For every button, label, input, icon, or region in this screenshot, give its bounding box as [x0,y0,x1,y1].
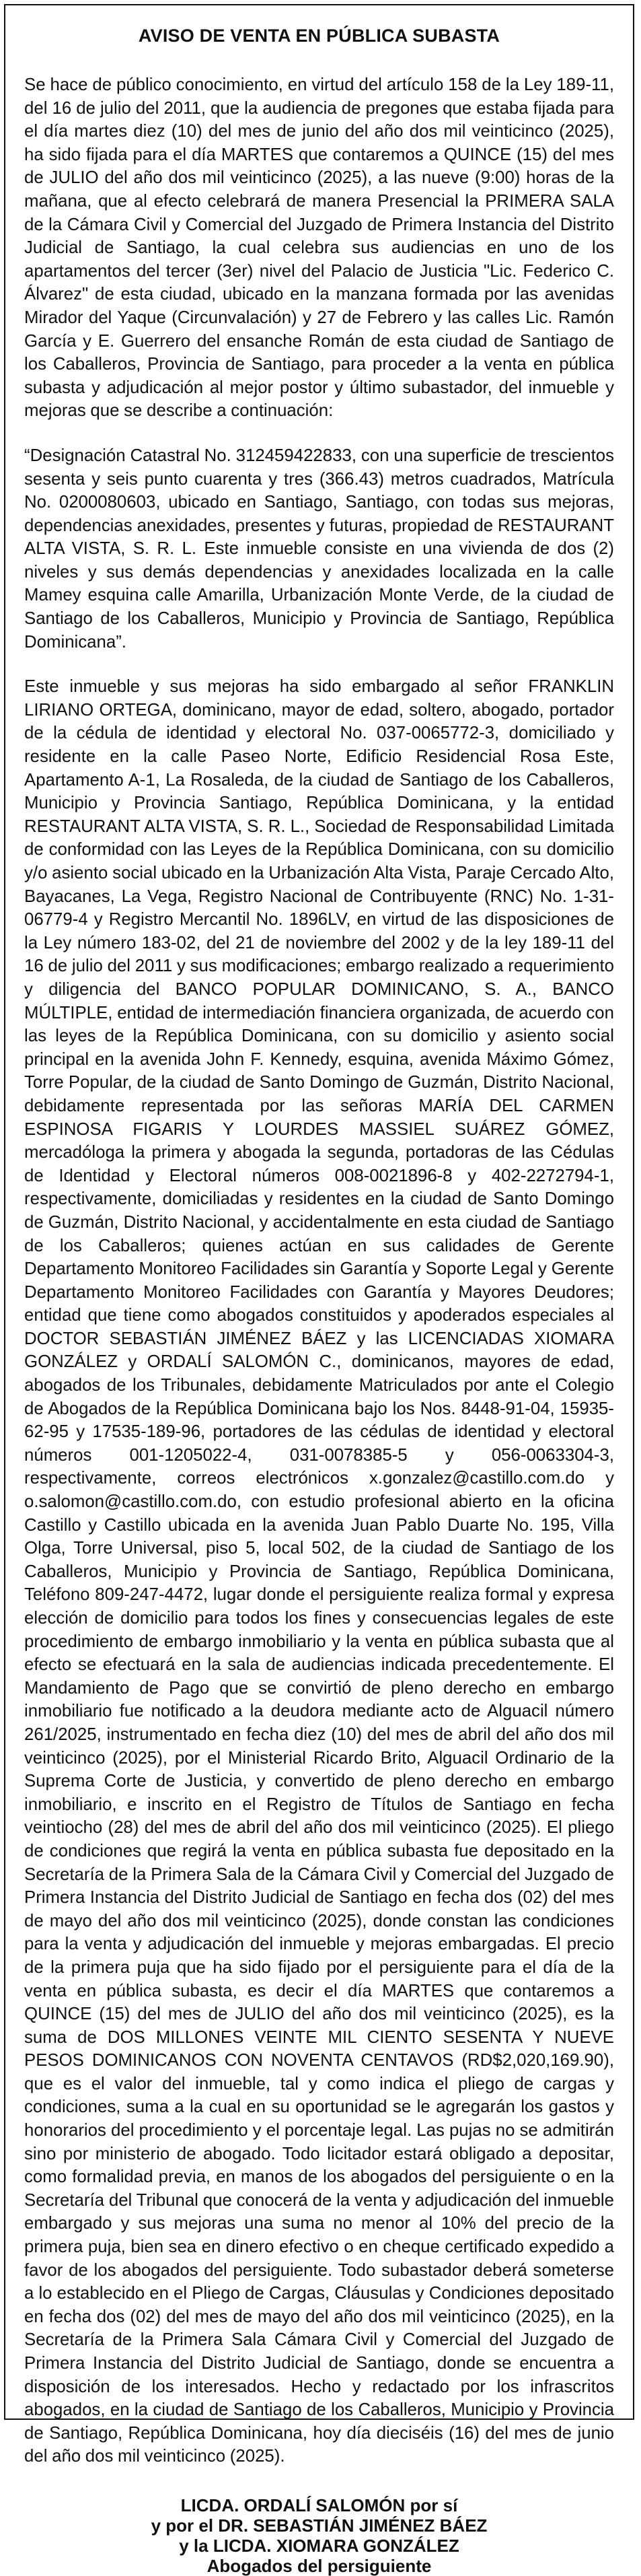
signature-line: Abogados del persiguiente [206,2555,432,2576]
notice-paragraph-announcement: Se hace de público conocimiento, en virtud del artículo 158 de la Ley 189-11, del 16 de julio del 2011, que la audiencia de pregones que estaba fijada para el día martes diez (10) del mes de junio del año dos mil veinticinco (2025), ha sido fijada para el día MARTES que contaremos a QUINCE (15) del mes de JULIO del año dos mil veinticinco (2025), a las nueve (9:00) horas de la mañana, que al efecto celebrará de manera Presencial la PRIMERA SALA de la Cámara Civil y Comercial del Juzgado de Primera Instancia del Distrito Judicial de Santiago, la cual celebra sus audiencias en uno de los apartamentos del tercer (3er) nivel del Palacio de Justicia "Lic. Federico C. Álvarez" de esta ciudad, ubicado en la manzana formada por las avenidas Mirador del Yaque (Circunvalación) y 27 de Febrero y las calles Lic. Ramón García y E. Guerrero del ensanche Román de esta ciudad de Santiago de los Caballeros, Provincia de Santiago, para proceder a la venta en pública subasta y adjudicación al mejor postor y último subastador, del inmueble y mejoras que se describe a continuación: [24,75,614,421]
legal-notice [4,4,634,2576]
signature-block [24,2495,614,2576]
signature-line: y por el DR. SEBASTIÁN JIMÉNEZ BÁEZ [151,2515,488,2536]
signature-line: LICDA. ORDALÍ SALOMÓN por sí [180,2495,458,2515]
notice-paragraph-property-description: “Designación Catastral No. 312459422833, con una superficie de trescientos sesenta y seis punto cuarenta y tres (366.43) metros cuadrados, Matrícula No. 0200080603, ubicado en Santiago, Santiago, con todas sus mejoras, dependencias anexidades, presentes y futuras, propiedad de RESTAURANT ALTA VISTA, S. R. L. Este inmueble consiste en una vivienda de dos (2) niveles y sus demás dependencias y anexidades localizada en la calle Mamey esquina calle Amarilla, Urbanización Monte Verde, de la ciudad de Santiago de los Caballeros, Municipio y Provincia de Santiago, República Dominicana”. [24,446,614,652]
notice-paragraph-seizure-details: Este inmueble y sus mejoras ha sido embargado al señor FRANKLIN LIRIANO ORTEGA, dominicano, mayor de edad, soltero, abogado, portador de la cédula de identidad y electoral No. 037-0065772-3, domiciliado y residente en la calle Paseo Norte, Edificio Residencial Rosa Este, Apartamento A-1, La Rosaleda, de la ciudad de Santiago de los Caballeros, Municipio y Provincia Santiago, República Dominicana, y la entidad RESTAURANT ALTA VISTA, S. R. L., Sociedad de Responsabilidad Limitada de conformidad con las Leyes de la República Dominicana, con su domicilio y/o asiento social ubicado en la Urbanización Alta Vista, Paraje Cercado Alto, Bayacanes, La Vega, Registro Nacional de Contribuyente (RNC) No. 1-31-06779-4 y Registro Mercantil No. 1896LV, en virtud de las disposiciones de la Ley número 183-02, del 21 de noviembre del 2002 y de la ley 189-11 del 16 de julio del 2011 y sus modificaciones; embargo realizado a requerimiento y diligencia del BANCO POPULAR DOMINICANO, S. A., BANCO MÚLTIPLE, entidad de intermediación financiera organizada, de acuerdo con las leyes de la República Dominicana, con su domicilio y asiento social principal en la avenida John F. Kennedy, esquina, avenida Máximo Gómez, Torre Popular, de la ciudad de Santo Domingo de Guzmán, Distrito Nacional, debidamente representada por las señoras MARÍA DEL CARMEN ESPINOSA FIGARIS Y LOURDES MASSIEL SUÁREZ GÓMEZ, mercadóloga la primera y abogada la segunda, portadoras de las Cédulas de Identidad y Electoral números 008-0021896-8 y 402-2272794-1, respectivamente, domiciliadas y residentes en la ciudad de Santo Domingo de Guzmán, Distrito Nacional, y accidentalmente en esta ciudad de Santiago de los Caballeros; quienes actúan en sus calidades de Gerente Departamento Monitoreo Facilidades sin Garantía y Soporte Legal y Gerente Departamento Monitoreo Facilidades con Garantía y Mayores Deudores; entidad que tiene como abogados constituidos y apoderados especiales al DOCTOR SEBASTIÁN JIMÉNEZ BÁEZ y las LICENCIADAS XIOMARA GONZÁLEZ y ORDALÍ SALOMÓN C., dominicanos, mayores de edad, abogados de los Tribunales, debidamente Matriculados por ante el Colegio de Abogados de la República Dominicana bajo los Nos. 8448-91-04, 15935-62-95 y 17535-189-96, portadores de las cédulas de identidad y electoral números 001-1205022-4, 031-0078385-5 y 056-0063304-3, respectivamente, correos electrónicos x.gonzalez@castillo.com.do y o.salomon@castillo.com.do, con estudio profesional abierto en la oficina Castillo y Castillo ubicada en la avenida Juan Pablo Duarte No. 195, Villa Olga, Torre Universal, piso 5, local 502, de la ciudad de Santiago de los Caballeros, Municipio y Provincia de Santiago, República Dominicana, Teléfono 809-247-4472, lugar donde el persiguiente realiza formal y expresa elección de domicilio para todos los fines y consecuencias legales de este procedimiento de embargo inmobiliario y la venta en pública subasta que al efecto se efectuará en la sala de audiencias indicada precedentemente. El Mandamiento de Pago que se convirtió de pleno derecho en embargo inmobiliario fue notificado a la deudora mediante acto de Alguacil número 261/2025, instrumentado en fecha diez (10) del mes de abril del año dos mil veinticinco (2025), por el Ministerial Ricardo Brito, Alguacil Ordinario de la Suprema Corte de Justicia, y convertido de pleno derecho en embargo inmobiliario, e inscrito en el Registro de Títulos de Santiago en fecha veintiocho (28) del mes de abril del año dos mil veinticinco (2025). El pliego de condiciones que regirá la venta en pública subasta fue depositado en la Secretaría de la Primera Sala de la Cámara Civil y Comercial del Juzgado de Primera Instancia del Distrito Judicial de Santiago en fecha dos (02) del mes de mayo del año dos mil veinticinco (2025), donde constan las condiciones para la venta y adjudicación del inmueble y mejoras embargadas. El precio de la primera puja que ha sido fijado por el persiguiente para el día de la venta en pública subasta, es decir el día MARTES que contaremos a QUINCE (15) del mes de JULIO del año dos mil veinticinco (2025), es la suma de DOS MILLONES VEINTE MIL CIENTO SESENTA Y NUEVE PESOS DOMINICANOS CON NOVENTA CENTAVOS (RD$2,020,169.90), que es el valor del inmueble, tal y como indica el pliego de cargas y condiciones, suma a la cual en su oportunidad se le agregarán los gastos y honorarios del procedimiento y el porcentaje legal. Las pujas no se admitirán sino por ministerio de abogado. Todo licitador estará obligado a depositar, como formalidad previa, en manos de los abogados del persiguiente o en la Secretaría del Tribunal que conocerá de la venta y adjudicación del inmueble embargado y sus mejoras una suma no menor al 10% del precio de la primera puja, bien sea en dinero efectivo o en cheque certificado expedido a favor de los abogados del persiguiente. Todo subastador deberá someterse a lo establecido en el Pliego de Cargas, Cláusulas y Condiciones depositado en fecha dos (02) del mes de mayo del año dos mil veinticinco (2025), en la Secretaría de la Primera Sala Cámara Civil y Comercial del Juzgado de Primera Instancia del Distrito Judicial de Santiago, donde se encuentra a disposición de los interesados. Hecho y redactado por los infrascritos abogados, en la ciudad de Santiago de los Caballeros, Municipio y Provincia de Santiago, República Dominicana, hoy día dieciséis (16) del mes de junio del año dos mil veinticinco (2025). [24,677,614,2466]
notice-title: AVISO DE VENTA EN PÚBLICA SUBASTA [138,26,500,46]
signature-line: y la LICDA. XIOMARA GONZÁLEZ [179,2535,459,2556]
